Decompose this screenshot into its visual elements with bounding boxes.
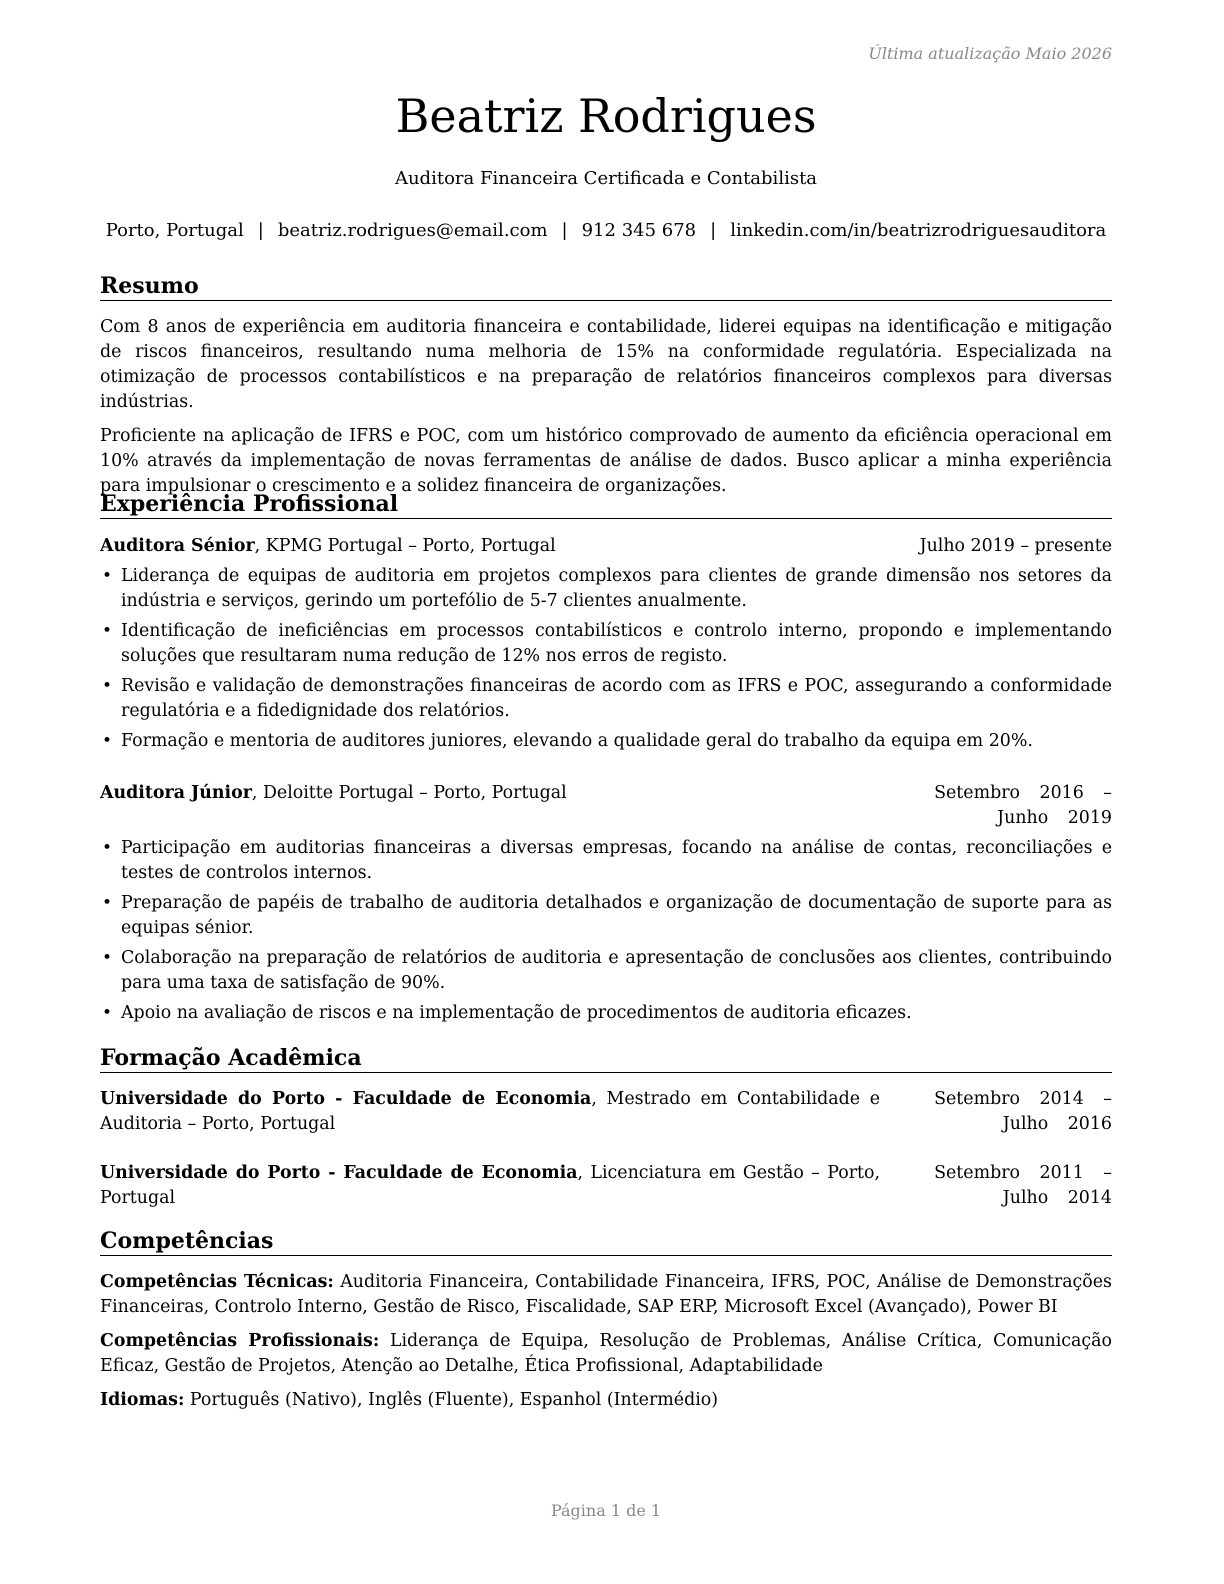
education-entry [100, 1087, 1112, 1137]
education-section [100, 1044, 1112, 1211]
job-company: , KPMG Portugal – Porto, Portugal [254, 536, 556, 556]
job-bullets [100, 836, 1112, 1026]
skills-group [100, 1329, 1112, 1379]
education-school: Universidade do Porto - Faculdade de Economia [100, 1163, 578, 1183]
education-school: Universidade do Porto - Faculdade de Economia [100, 1089, 592, 1109]
education-detail: , Mestrado em Contabilidade e Auditoria – Porto, Portugal [100, 1089, 880, 1134]
list-item: • Liderança de equipas de auditoria em projetos complexos para clientes de grande dimensão nos setores da indústria e serviços, gerindo um portefólio de 5-7 clientes anualmente. [102, 566, 1112, 611]
job-dates: Julho 2019 – presente [919, 536, 1112, 556]
skills-label: Competências Técnicas: [100, 1272, 334, 1292]
skills-section [100, 1227, 1112, 1413]
skills-label: Competências Profissionais: [100, 1331, 380, 1351]
job-entry [100, 781, 1112, 1026]
section-heading: Competências [100, 1227, 1112, 1256]
job-company: , Deloitte Portugal – Porto, Portugal [251, 783, 567, 803]
summary-section [100, 272, 1112, 499]
list-item: • Colaboração na preparação de relatórios de auditoria e apresentação de conclusões aos clientes, contribuindo para uma taxa de satisfação de 90%. [102, 948, 1112, 993]
education-dates: Setembro 2014 – Julho 2016 [934, 1089, 1112, 1134]
summary-paragraph: Com 8 anos de experiência em auditoria financeira e contabilidade, liderei equipas na identificação e mitigação de riscos financeiros, resultando numa melhoria de 15% na conformidade regulatória. Especializada na otimização de processos contabilísticos e na preparação de relatórios financeiros complexos para diversas indústrias. [100, 317, 1112, 412]
section-heading: Formação Acadêmica [100, 1044, 1112, 1073]
skills-text: Auditoria Financeira, Contabilidade Financeira, IFRS, POC, Análise de Demonstrações Financeiras, Controlo Interno, Gestão de Risco, Fiscalidade, SAP ERP, Microsoft Excel (Avançado), Power BI [100, 1272, 1112, 1317]
contact-linkedin[interactable]: linkedin.com/in/beatrizrodriguesauditora [730, 220, 1107, 241]
candidate-name: Beatriz Rodrigues [395, 89, 817, 143]
education-dates: Setembro 2011 – Julho 2014 [934, 1163, 1112, 1208]
skills-label: Idiomas: [100, 1390, 185, 1410]
list-item: • Identificação de ineficiências em processos contabilísticos e controlo interno, propondo e implementando soluções que resultaram numa redução de 12% nos erros de registo. [102, 621, 1112, 666]
education-detail: , Licenciatura em Gestão – Porto, Portugal [100, 1163, 880, 1208]
education-entry [100, 1161, 1112, 1211]
contact-phone[interactable]: 912 345 678 [581, 220, 697, 241]
job-bullets [100, 564, 1112, 754]
resume-page [100, 0, 1112, 1584]
job-dates: Setembro 2016 – Junho 2019 [934, 783, 1112, 828]
candidate-title: Auditora Financeira Certificada e Contabilista [394, 168, 818, 189]
contact-line [60, 219, 1152, 243]
list-item: • Apoio na avaliação de riscos e na implementação de procedimentos de auditoria eficazes. [102, 1003, 912, 1023]
skills-group [100, 1388, 1112, 1413]
contact-separator: | [257, 220, 264, 241]
summary-paragraph: Proficiente na aplicação de IFRS e POC, com um histórico comprovado de aumento da eficiência operacional em 10% através da implementação de novas ferramentas de análise de dados. Busco aplicar a minha experiência para impulsionar o crescimento e a solidez financeira de organizações. [100, 426, 1112, 496]
job-role: Auditora Sénior [100, 536, 255, 556]
contact-separator: | [561, 220, 568, 241]
job-entry [100, 534, 1112, 754]
list-item: • Revisão e validação de demonstrações financeiras de acordo com as IFRS e POC, assegurando a conformidade regulatória e a fidedignidade dos relatórios. [102, 676, 1112, 721]
section-heading: Resumo [100, 272, 1112, 301]
contact-email[interactable]: beatriz.rodrigues@email.com [277, 220, 548, 241]
page-number: Página 1 de 1 [550, 1501, 662, 1520]
job-role: Auditora Júnior [100, 783, 252, 803]
section-heading: Experiência Profissional [100, 490, 1112, 519]
list-item: • Formação e mentoria de auditores juniores, elevando a qualidade geral do trabalho da equipa em 20%. [102, 731, 1033, 751]
skills-text: Português (Nativo), Inglês (Fluente), Espanhol (Intermédio) [184, 1390, 719, 1410]
skills-text: Liderança de Equipa, Resolução de Problemas, Análise Crítica, Comunicação Eficaz, Gestão de Projetos, Atenção ao Detalhe, Ética Profissional, Adaptabilidade [100, 1331, 1112, 1376]
experience-section [100, 490, 1112, 1026]
contact-location: Porto, Portugal [105, 220, 244, 241]
list-item: • Participação em auditorias financeiras a diversas empresas, focando na análise de contas, reconciliações e testes de controlos internos. [102, 838, 1112, 883]
contact-separator: | [710, 220, 717, 241]
skills-group [100, 1270, 1112, 1320]
last-updated: Última atualização Maio 2026 [868, 44, 1112, 63]
list-item: • Preparação de papéis de trabalho de auditoria detalhados e organização de documentação de suporte para as equipas sénior. [102, 893, 1112, 938]
